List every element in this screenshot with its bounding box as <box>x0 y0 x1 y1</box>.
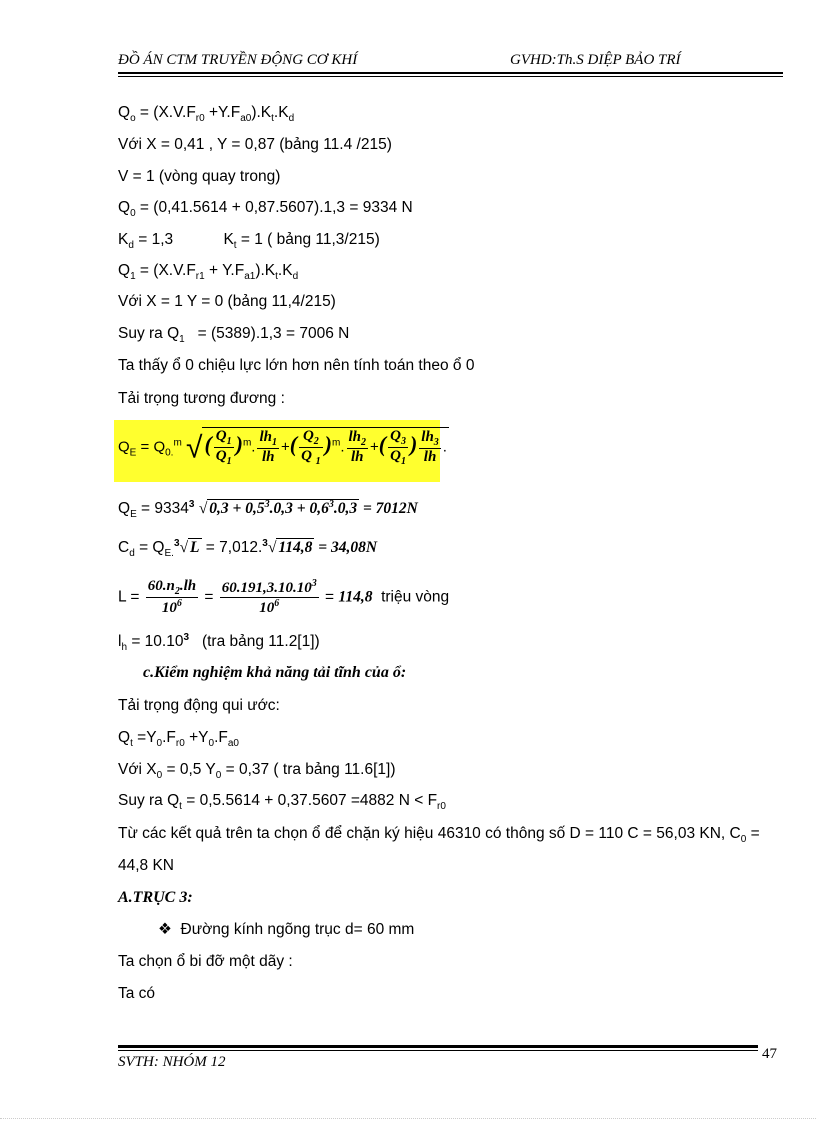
footer-rule <box>118 1045 758 1048</box>
line-with-x0: Với $X_0 = 0,5$ $Y_0 = 0,37$ ( tra bảng 11.6[1]) <box>118 761 396 781</box>
line-ta-co: Ta có <box>118 985 156 1002</box>
line-ta-thay: Ta thấy ổ 0 chiệu lực lớn hơn nên tính toán theo ổ 0 <box>118 357 475 374</box>
diamond-bullet-icon: ❖ <box>158 921 172 938</box>
line-tai-trong: Tải trọng tương đương : <box>118 390 285 407</box>
header-rule <box>118 72 783 74</box>
section-truc-3: A.TRỤC 3: <box>118 889 193 906</box>
line-q1-formula: $Q_1 = (X.V.F_{r1} + Y.F_{a1}).K_t.K_d$ <box>118 262 299 282</box>
page-break-divider <box>0 1118 816 1119</box>
line-ta-chon: Ta chọn ổ bi đỡ một dãy : <box>118 953 293 970</box>
footer-rule-thin <box>118 1050 758 1051</box>
line-qe-formula: $Q_E = Q_{0.}^m$ √( $\frac{Q_1}{Q_1}$ )$^m$. $\frac{lh_1}{lh}$ +( $\frac{Q_2}{Q _1}$ )$^m$. $\frac{lh_2}{lh}$ +( $\frac{Q_3}{Q_1}$ ) $\frac{lh_3}{lh}$ . <box>118 428 447 467</box>
bullet-item: ❖ Đường kính ngõng trục d= 60 mm <box>158 921 415 938</box>
header-right: GVHD:Th.S DIỆP BẢO TRÍ <box>510 52 681 68</box>
line-v: V = 1 (vòng quay trong) <box>118 168 281 185</box>
line-q0-formula: $Q_o = (X.V.F_{r0} +Y.F_{a0}).K_t.K_d$ <box>118 104 295 124</box>
line-ket-qua-cont: 44,8 KN <box>118 857 175 874</box>
line-qt-formula: $Q_t =Y_0.F_{r0} +Y_0.F_{a0}$ <box>118 729 239 749</box>
line-ket-qua: Từ các kết quả trên ta chọn ổ để chặn ký hiệu 46310 có thông số D = 110 C = 56,03 KN, $C_0$ = <box>118 825 760 845</box>
section-kiem-nghiem: c.Kiểm nghiệm khả năng tải tĩnh của ổ: <box>143 664 407 681</box>
footer-author: SVTH: NHÓM 12 <box>118 1054 226 1070</box>
line-kd-kt: $K_d = 1,3$ $K_t = 1$ ( bảng 11,3/215) <box>118 231 380 251</box>
header-rule-thin <box>118 76 783 77</box>
line-with-xy: Với X = 0,41 , Y = 0,87 (bảng 11.4 /215) <box>118 136 392 153</box>
page-number: 47 <box>762 1046 777 1062</box>
line-suy-ra-qt: Suy ra $Q_t = 0,5.5614 + 0,37.5607 =4882$ $N < F_{r0}$ <box>118 792 446 812</box>
line-with-x1: Với X = 1 Y = 0 (bảng 11,4/215) <box>118 293 336 310</box>
header-left: ĐỒ ÁN CTM TRUYỀN ĐỘNG CƠ KHÍ <box>118 52 358 68</box>
line-l-formula: L = $\frac{60.n_2.lh}{10^6}$ = $\frac{60.191,3.10.10^3}{10^6}$ = 114,8 triệu vòng <box>118 578 450 616</box>
line-lh: $l_h = 10.10^3$ (tra bảng 11.2[1]) <box>118 632 320 653</box>
line-cd-value: $C_d = Q_{E.}^3√$ L = 7,012.$^3$√ 114,8 = 34,08N <box>118 538 378 559</box>
line-q0-value: $Q_0 = (0,41.5614 + 0,87.5607).1,3 = 9334$ N <box>118 199 413 219</box>
line-qe-value: $Q_E = 9334^3$ √ $0,3 + 0,5^3.0,3 + 0,6^3.0,3 = 7012N$ <box>118 499 418 520</box>
line-tai-trong-dong: Tải trọng động qui ước: <box>118 697 280 714</box>
page-header <box>118 52 783 72</box>
line-suy-ra-q1: Suy ra $Q_1 = (5389).1,3 = 7006$ N <box>118 325 350 345</box>
